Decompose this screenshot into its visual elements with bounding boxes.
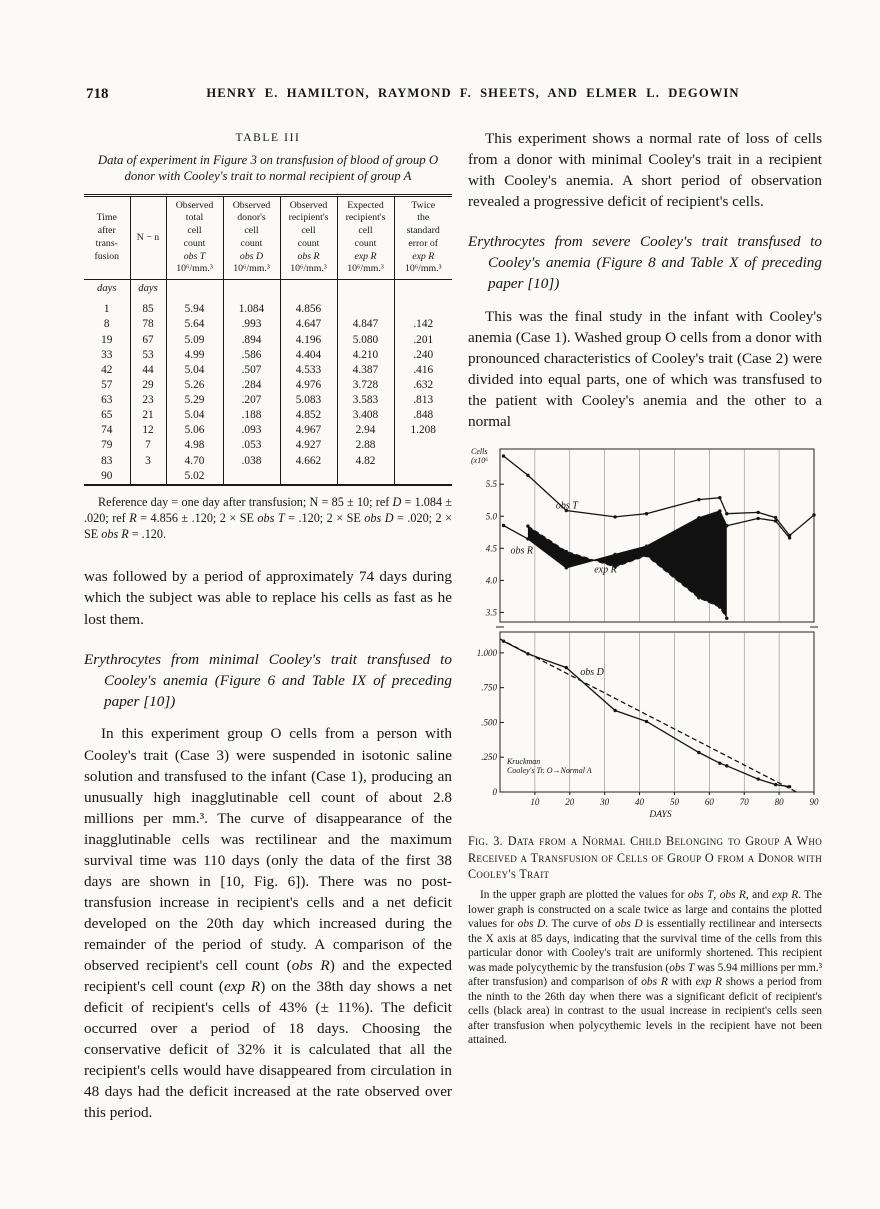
figure-caption-body: In the upper graph are plotted the values for obs T, obs R, and exp R. The lower graph is constructed on a scale twice as large and contains the plotted values for obs D. The curve of obs D is essentially rectilinear and intersects the X axis at 85 days, indicating that the survival time of the cells from this particular donor with Cooley's trait are uniformly shortened. This recipient was made polycythemic by the transfusion (obs T was 5.94 millions per mm.³ after transfusion) and comparison of obs R with exp R shows a period from the ninth to the 26th day when there was a significant deficit of recipient's cells (black area) in contrast to the usual increase in recipient's cells seen after transfusion when polycythemic levels in the recipient have not been attained. <box>468 889 822 1047</box>
table-cell: 7 <box>130 438 166 453</box>
units-cell <box>337 280 394 300</box>
table-cell: .038 <box>223 454 280 469</box>
table-cell: 85 <box>130 299 166 317</box>
svg-text:90: 90 <box>809 797 819 808</box>
table-cell: .240 <box>394 348 452 363</box>
table-cell: 4.856 <box>280 299 337 317</box>
table-cell: 4.967 <box>280 423 337 438</box>
units-cell: days <box>97 283 117 295</box>
svg-text:exp R: exp R <box>594 565 617 577</box>
table-cell: .993 <box>223 317 280 332</box>
table-cell: 53 <box>130 348 166 363</box>
svg-text:obs D: obs D <box>580 667 604 679</box>
figure-3 <box>468 444 822 829</box>
table-cell: 3.408 <box>337 408 394 423</box>
units-cell <box>280 280 337 300</box>
table-cell: 12 <box>130 423 166 438</box>
units-cell: days <box>130 280 166 300</box>
table-row <box>84 469 452 485</box>
table-cell: 1.208 <box>394 423 452 438</box>
column-header: Observed donor's cell count obs D 10⁶/mm.³ <box>223 195 280 279</box>
table-cell: 33 <box>101 348 113 361</box>
table-cell: 5.26 <box>166 378 223 393</box>
svg-text:4.5: 4.5 <box>485 543 497 554</box>
table-cell: 90 <box>101 469 113 482</box>
svg-text:3.5: 3.5 <box>485 607 497 618</box>
left-column <box>84 128 452 1123</box>
table-cell: .188 <box>223 408 280 423</box>
table-cell <box>223 469 280 485</box>
table-cell: 8 <box>103 318 110 331</box>
page-number: 718 <box>86 86 109 102</box>
svg-text:0: 0 <box>492 787 497 798</box>
table-row <box>84 333 452 348</box>
table-head <box>84 195 452 279</box>
svg-text:80: 80 <box>774 797 784 808</box>
svg-text:60: 60 <box>704 797 714 808</box>
table-cell <box>394 299 452 317</box>
table-cell: .207 <box>223 393 280 408</box>
table-cell: 65 <box>101 409 113 422</box>
table-cell <box>337 299 394 317</box>
table-cell <box>337 469 394 485</box>
table-cell: .416 <box>394 363 452 378</box>
table-cell: .586 <box>223 348 280 363</box>
table-cell <box>394 438 452 453</box>
table-row <box>84 363 452 378</box>
running-head-title: HENRY E. HAMILTON, RAYMOND F. SHEETS, AND ELMER L. DEGOWIN <box>206 86 740 100</box>
table-cell: 4.210 <box>337 348 394 363</box>
table-cell <box>280 469 337 485</box>
svg-text:(x10⁶: (x10⁶ <box>471 456 488 466</box>
table-block <box>84 132 452 542</box>
page-header <box>84 86 822 106</box>
table-cell: 23 <box>130 393 166 408</box>
table-cell <box>130 469 166 485</box>
paragraph-continuation: was followed by a period of approximately 74 days during which the subject was able to replace his cells as fast as he lost them. <box>84 568 452 628</box>
table-cell: 3.583 <box>337 393 394 408</box>
units-cell <box>223 280 280 300</box>
table-row <box>84 348 452 363</box>
svg-text:Kruckman: Kruckman <box>506 757 541 767</box>
table-row <box>84 454 452 469</box>
table-cell: 19 <box>101 333 113 346</box>
svg-text:10: 10 <box>530 797 540 808</box>
table-cell: 4.647 <box>280 317 337 332</box>
table-body <box>84 280 452 485</box>
table-cell: .507 <box>223 363 280 378</box>
table-row <box>84 423 452 438</box>
table-row <box>84 438 452 453</box>
table-cell: 4.98 <box>166 438 223 453</box>
column-header: Observed total cell count obs T 10⁶/mm.³ <box>166 195 223 279</box>
table-cell: 3.728 <box>337 378 394 393</box>
two-column-layout <box>84 128 822 1123</box>
header-row <box>84 195 452 279</box>
table-cell: 74 <box>101 424 113 437</box>
right-column <box>468 128 822 1123</box>
svg-text:1.000: 1.000 <box>476 648 497 659</box>
table-cell: .848 <box>394 408 452 423</box>
table-cell: .053 <box>223 438 280 453</box>
section-heading-minimal-trait: Erythrocytes from minimal Cooley's trait transfused to Cooley's anemia (Figure 6 and Table IX of preceding paper [10]) <box>84 650 452 710</box>
table-cell: .813 <box>394 393 452 408</box>
table-row <box>84 408 452 423</box>
svg-text:4.0: 4.0 <box>485 575 497 586</box>
table-cell: 4.99 <box>166 348 223 363</box>
table-cell: 83 <box>101 454 113 467</box>
paragraph-experiment: In this experiment group O cells from a person with Cooley's trait (Case 3) were suspended in isotonic saline solution and transfused to the infant (Case 1), producing an unusually high inagglutinable cell count of about 2.8 millions per mm.³. The curve of disappearance of the inagglutinable cells was rectilinear and the maximum survival time was 110 days (only the data of the first 38 days are shown in [10, Fig. 6]). There was no post-transfusion increase in recipient's cells and a net deficit developed on the 20th day which increased during the remainder of the period of study. A comparison of the observed recipient's cell count (obs R) and the expected recipient's cell count (exp R) on the 38th day shows a net deficit of recipient's cells of 43% (± 11%). The deficit occurred over a period of 18 days. Choosing the conservative deficit of 32% it is calculated that all the recipient's cells would have disappeared from circulation in 48 days had the deficit increased at the rate observed over this period. <box>84 725 453 1122</box>
table-cell: 29 <box>130 378 166 393</box>
table-cell <box>394 469 452 485</box>
table-cell: 4.847 <box>337 317 394 332</box>
data-table <box>84 194 452 486</box>
table-cell: 4.533 <box>280 363 337 378</box>
table-row <box>84 317 452 332</box>
figure-caption-title: Fig. 3. Data from a Normal Child Belonging to Group A Who Received a Transfusion of Cells of Group O from a Donor with Cooley's Trait <box>468 834 822 882</box>
table-label: TABLE III <box>235 132 301 144</box>
units-cell <box>394 280 452 300</box>
svg-text:.750: .750 <box>481 683 497 694</box>
table-cell: 5.06 <box>166 423 223 438</box>
table-cell: 4.387 <box>337 363 394 378</box>
table-cell: 1.084 <box>223 299 280 317</box>
table-cell: 5.04 <box>166 363 223 378</box>
svg-text:DAYS: DAYS <box>649 810 672 821</box>
table-cell: 4.852 <box>280 408 337 423</box>
table-cell: 4.927 <box>280 438 337 453</box>
svg-text:Cooley's Tr. O→Normal A: Cooley's Tr. O→Normal A <box>506 766 592 776</box>
svg-text:5.0: 5.0 <box>485 511 497 522</box>
paragraph-summary: This experiment shows a normal rate of loss of cells from a donor with minimal Cooley's trait in a recipient with Cooley's anemia. A short period of observation revealed a progressive deficit of recipient's cells. <box>468 130 822 211</box>
column-header: Time after trans- fusion <box>84 195 130 279</box>
table-footnote: Reference day = one day after transfusion; N = 85 ± 10; ref D = 1.084 ± .020; ref R = 4.856 ± .120; 2 × SE obs T = .120; 2 × SE obs D = .020; 2 × SE obs R = .120. <box>84 494 452 541</box>
svg-text:.250: .250 <box>481 752 497 763</box>
table-row <box>84 378 452 393</box>
svg-text:Cells: Cells <box>471 447 488 457</box>
table-row <box>84 393 452 408</box>
table-cell: 57 <box>101 378 113 391</box>
svg-text:70: 70 <box>739 797 749 808</box>
table-cell: 21 <box>130 408 166 423</box>
table-cell: .201 <box>394 333 452 348</box>
svg-text:5.5: 5.5 <box>485 479 497 490</box>
svg-text:20: 20 <box>565 797 575 808</box>
svg-text:50: 50 <box>669 797 679 808</box>
table-cell: 67 <box>130 333 166 348</box>
table-cell: 79 <box>101 439 113 452</box>
table-cell: 1 <box>103 303 110 316</box>
svg-text:30: 30 <box>600 797 610 808</box>
svg-text:obs R: obs R <box>510 545 533 557</box>
svg-text:40: 40 <box>635 797 645 808</box>
units-cell <box>166 280 223 300</box>
table-cell: 5.09 <box>166 333 223 348</box>
table-cell: 3 <box>130 454 166 469</box>
table-cell: 4.662 <box>280 454 337 469</box>
svg-text:.500: .500 <box>481 717 497 728</box>
table-cell: 5.04 <box>166 408 223 423</box>
table-cell: .284 <box>223 378 280 393</box>
paragraph-final-study: This was the final study in the infant with Cooley's anemia (Case 1). Washed group O cells from a donor with pronounced characteristics of Cooley's trait (Case 2) were divided into equal parts, one of which was transfused to the patient with Cooley's anemia and the other to a normal <box>468 308 822 431</box>
table-cell: 5.080 <box>337 333 394 348</box>
table-cell: 4.70 <box>166 454 223 469</box>
section-heading-severe-trait: Erythrocytes from severe Cooley's trait transfused to Cooley's anemia (Figure 8 and Table X of preceding paper [10]) <box>468 233 822 293</box>
table-cell: 2.88 <box>337 438 394 453</box>
table-cell: 78 <box>130 317 166 332</box>
table-cell: 4.196 <box>280 333 337 348</box>
table-cell: .632 <box>394 378 452 393</box>
table-cell: 4.404 <box>280 348 337 363</box>
table-cell: 63 <box>101 394 113 407</box>
table-cell: .142 <box>394 317 452 332</box>
table-cell: .093 <box>223 423 280 438</box>
column-header: Expected recipient's cell count exp R 10⁶/mm.³ <box>337 195 394 279</box>
column-header: N − n <box>130 195 166 279</box>
figure-3-chart <box>470 444 820 824</box>
svg-text:obs T: obs T <box>555 500 578 512</box>
table-cell <box>394 454 452 469</box>
table-cell: .894 <box>223 333 280 348</box>
table-cell: 44 <box>130 363 166 378</box>
table-cell: 5.083 <box>280 393 337 408</box>
table-caption: Data of experiment in Figure 3 on transfusion of blood of group O donor with Cooley's trait to normal recipient of group A <box>97 153 439 184</box>
table-cell: 4.82 <box>337 454 394 469</box>
table-cell: 4.976 <box>280 378 337 393</box>
table-cell: 42 <box>101 363 113 376</box>
table-cell: 5.94 <box>166 299 223 317</box>
table-cell: 5.64 <box>166 317 223 332</box>
column-header: Observed recipient's cell count obs R 10⁶/mm.³ <box>280 195 337 279</box>
table-cell: 5.29 <box>166 393 223 408</box>
table-cell: 2.94 <box>337 423 394 438</box>
table-cell: 5.02 <box>166 469 223 485</box>
column-header: Twice the standard error of exp R 10⁶/mm.³ <box>394 195 452 279</box>
table-row <box>84 299 452 317</box>
units-row <box>84 280 452 300</box>
